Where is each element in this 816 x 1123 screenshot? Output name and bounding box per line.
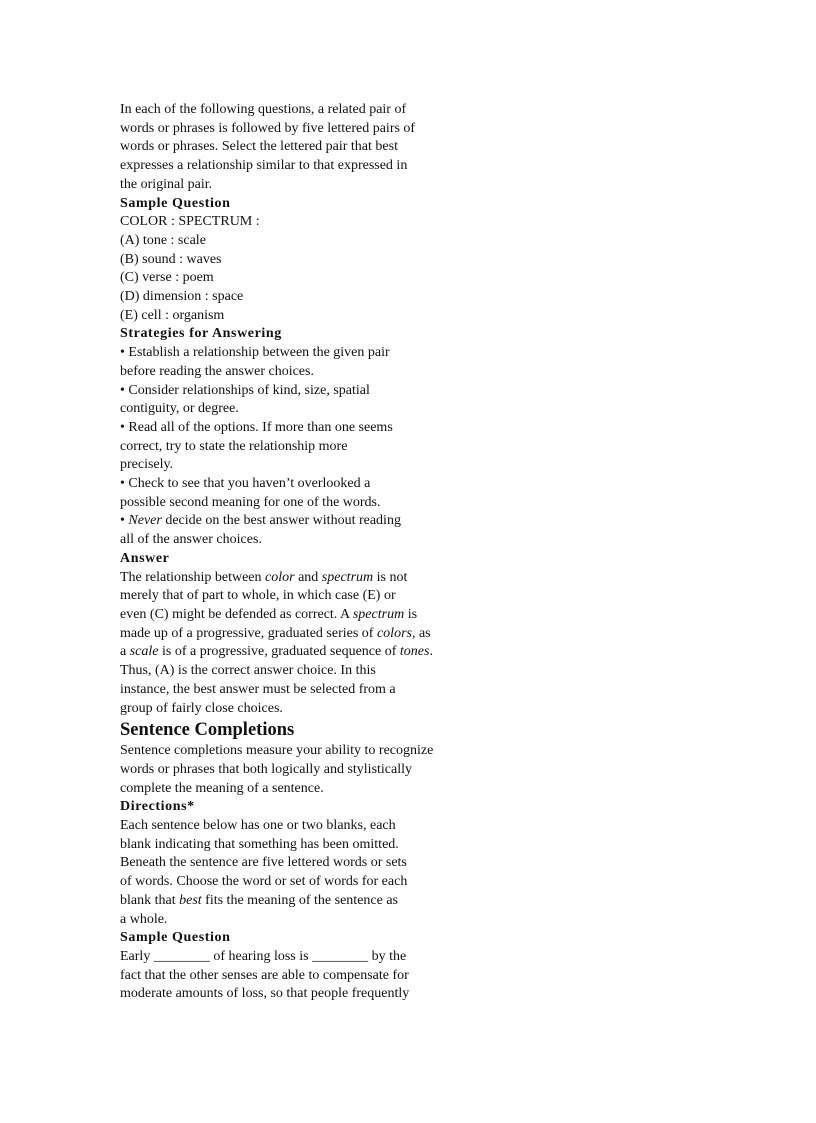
- text-line: Each sentence below has one or two blanks, each: [120, 818, 396, 834]
- strategies-heading: Strategies for Answering: [120, 326, 282, 342]
- sample-question-heading-2: Sample Question: [120, 930, 231, 946]
- text-line: before reading the answer choices.: [120, 363, 314, 379]
- text-line: [120, 606, 465, 625]
- text-run: is of a progressive, graduated sequence of: [158, 644, 400, 660]
- text-line: Beneath the sentence are five lettered words or sets: [120, 855, 407, 871]
- choice-d: (D) dimension : space: [120, 289, 244, 305]
- answer-choices: [120, 232, 465, 326]
- document-page: [120, 101, 465, 1004]
- emphasis: spectrum: [352, 606, 405, 622]
- text-line: words or phrases that both logically and stylistically: [120, 761, 413, 777]
- text-line: merely that of part to whole, in which case (E) or: [120, 588, 396, 604]
- intro-paragraph: [120, 101, 465, 195]
- emphasis: spectrum: [321, 569, 374, 585]
- text-line: possible second meaning for one of the words.: [120, 494, 381, 510]
- text-line: correct, try to state the relationship more: [120, 438, 348, 454]
- text-line: In each of the following questions, a related pair of: [120, 102, 407, 117]
- text-line: moderate amounts of loss, so that people frequently: [120, 986, 410, 1002]
- text-line: [120, 643, 465, 662]
- emphasis: color: [265, 569, 295, 585]
- text-run: a: [120, 644, 130, 660]
- text-run: is not: [373, 569, 408, 585]
- text-line: all of the answer choices.: [120, 532, 262, 548]
- text-line: blank indicating that something has been omitted.: [120, 836, 399, 852]
- text-run: made up of a progressive, graduated series of: [120, 625, 377, 641]
- text-line: Sentence completions measure your ability to recognize: [120, 743, 434, 759]
- text-line: Early ________ of hearing loss is ________ by the: [120, 948, 407, 964]
- answer-paragraph: [120, 569, 465, 719]
- text-line: • Check to see that you haven’t overlooked a: [120, 476, 371, 492]
- text-run: .: [429, 644, 433, 660]
- choice-a: (A) tone : scale: [120, 232, 206, 248]
- emphasis: Never: [128, 513, 162, 529]
- text-line: a whole.: [120, 911, 168, 927]
- text-line: expresses a relationship similar to that expressed in: [120, 158, 408, 174]
- text-run: decide on the best answer without reading: [161, 513, 401, 529]
- text-run: The relationship between: [120, 569, 266, 585]
- text-line: contiguity, or degree.: [120, 401, 239, 417]
- text-line: [120, 625, 465, 644]
- text-line: [120, 512, 465, 531]
- text-line: [120, 569, 465, 588]
- question-stem: COLOR : SPECTRUM :: [120, 214, 260, 230]
- text-line: words or phrases. Select the lettered pair that best: [120, 139, 398, 155]
- text-line: group of fairly close choices.: [120, 700, 283, 716]
- choice-c: (C) verse : poem: [120, 270, 214, 286]
- text-line: Thus, (A) is the correct answer choice. In this: [120, 663, 376, 679]
- directions-paragraph: [120, 817, 465, 929]
- text-run: fits the meaning of the sentence as: [201, 892, 398, 908]
- text-line: of words. Choose the word or set of words for each: [120, 874, 408, 890]
- text-line: complete the meaning of a sentence.: [120, 780, 324, 796]
- text-run: even (C) might be defended as correct. A: [120, 606, 353, 622]
- text-run: and: [294, 569, 322, 585]
- text-line: • Consider relationships of kind, size, spatial: [120, 382, 370, 398]
- choice-b: (B) sound : waves: [120, 251, 222, 267]
- text-run: as: [415, 625, 431, 641]
- section-title: Sentence Completions: [120, 720, 295, 741]
- text-line: words or phrases is followed by five lettered pairs of: [120, 120, 416, 136]
- sample-question-heading: Sample Question: [120, 195, 231, 211]
- text-line: fact that the other senses are able to compensate for: [120, 967, 409, 983]
- section-intro: [120, 742, 465, 798]
- sample-question-text: [120, 948, 465, 1004]
- answer-heading: Answer: [120, 550, 170, 566]
- emphasis: best: [179, 892, 202, 908]
- text-line: [120, 892, 465, 911]
- bullet: •: [120, 513, 129, 529]
- emphasis: tones: [399, 644, 430, 660]
- text-run: is: [404, 606, 418, 622]
- text-line: • Establish a relationship between the given pair: [120, 345, 390, 361]
- text-line: precisely.: [120, 457, 174, 473]
- text-line: instance, the best answer must be selected from a: [120, 681, 396, 697]
- choice-e: (E) cell : organism: [120, 307, 225, 323]
- emphasis: scale: [129, 644, 159, 660]
- strategies-list: [120, 344, 465, 550]
- text-line: the original pair.: [120, 176, 213, 192]
- emphasis: colors,: [376, 625, 416, 641]
- text-run: blank that: [120, 892, 180, 908]
- text-line: • Read all of the options. If more than one seems: [120, 419, 393, 435]
- directions-heading: Directions*: [120, 799, 195, 815]
